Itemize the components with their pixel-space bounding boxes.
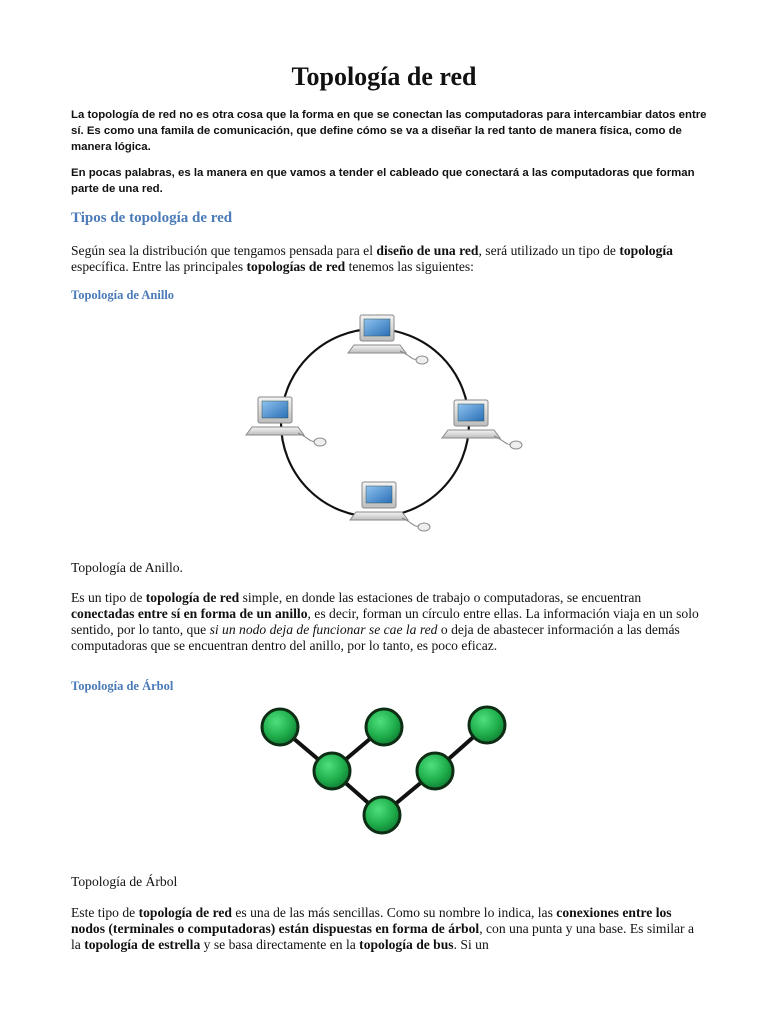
ring-topology-figure: [240, 310, 530, 540]
bold-run: topología: [619, 243, 673, 258]
text-run: o deja de abastecer información a las demás computadoras que se encuentran dentro del anillo, por lo tanto, es poco eficaz.: [71, 622, 680, 653]
text-run: tenemos las siguientes:: [345, 259, 474, 274]
computer-icon: [442, 400, 522, 449]
text-run: simple, en donde las estaciones de trabajo o computadoras, se encuentran: [239, 590, 642, 605]
italic-run: si un nodo deja de funcionar se cae la red: [209, 622, 438, 637]
tree-node-icon: [417, 753, 453, 789]
bold-run: conectadas entre sí en forma de un anillo: [71, 606, 308, 621]
text-run: Según sea la distribución que tengamos pensada para el: [71, 243, 377, 258]
text-run: Este tipo de: [71, 905, 139, 920]
tree-caption: Topología de Árbol: [71, 874, 178, 889]
tree-node-icon: [262, 709, 298, 745]
text-run: , con una punta y una base. Es similar a la: [71, 921, 695, 952]
tree-heading: Topología de Árbol: [71, 679, 174, 693]
bold-run: diseño de una red: [376, 243, 479, 258]
section-paragraph: [71, 243, 701, 275]
tree-paragraph: [71, 905, 701, 953]
section-heading-types: Tipos de topología de red: [71, 210, 233, 226]
intro-paragraph-2: En pocas palabras, es la manera en que vamos a tender el cableado que conectará a las computadoras que forman parte de una red.: [71, 167, 695, 195]
tree-topology-figure: [250, 700, 510, 850]
intro-paragraph-1: La topología de red no es otra cosa que la forma en que se conectan las computadoras para intercambiar datos entre sí. Es como una famila de comunicación, que define cómo se va a diseñar la red tanto de manera física, como de manera lógica.: [71, 109, 707, 153]
tree-node-icon: [364, 797, 400, 833]
bold-run: topología de estrella: [84, 937, 201, 952]
text-run: específica. Entre las principales: [71, 259, 247, 274]
text-run: . Si un: [453, 937, 489, 952]
computer-icon: [246, 397, 326, 446]
tree-node-icon: [314, 753, 350, 789]
tree-node-icon: [469, 707, 505, 743]
text-run: , es decir, forman un círculo entre ellas. La información viaja en un solo sentido, por lo tanto, que: [71, 606, 699, 637]
bold-run: topología de red: [145, 590, 240, 605]
ring-caption: Topología de Anillo.: [71, 560, 183, 575]
ring-heading: Topología de Anillo: [71, 288, 175, 302]
bold-run: topologías de red: [246, 259, 346, 274]
text-run: y se basa directamente en la: [200, 937, 360, 952]
tree-node-icon: [366, 709, 402, 745]
ring-paragraph: [71, 590, 701, 654]
text-run: Es un tipo de: [71, 590, 146, 605]
bold-run: topología de red: [138, 905, 232, 920]
page-title: Topología de red: [291, 62, 477, 91]
bold-run: conexiones entre los nodos (terminales o computadoras) están dispuestas en forma de árbol: [71, 905, 672, 936]
text-run: , será utilizado un tipo de: [478, 243, 620, 258]
bold-run: topología de bus: [359, 937, 454, 952]
text-run: es una de las más sencillas. Como su nombre lo indica, las: [231, 905, 557, 920]
